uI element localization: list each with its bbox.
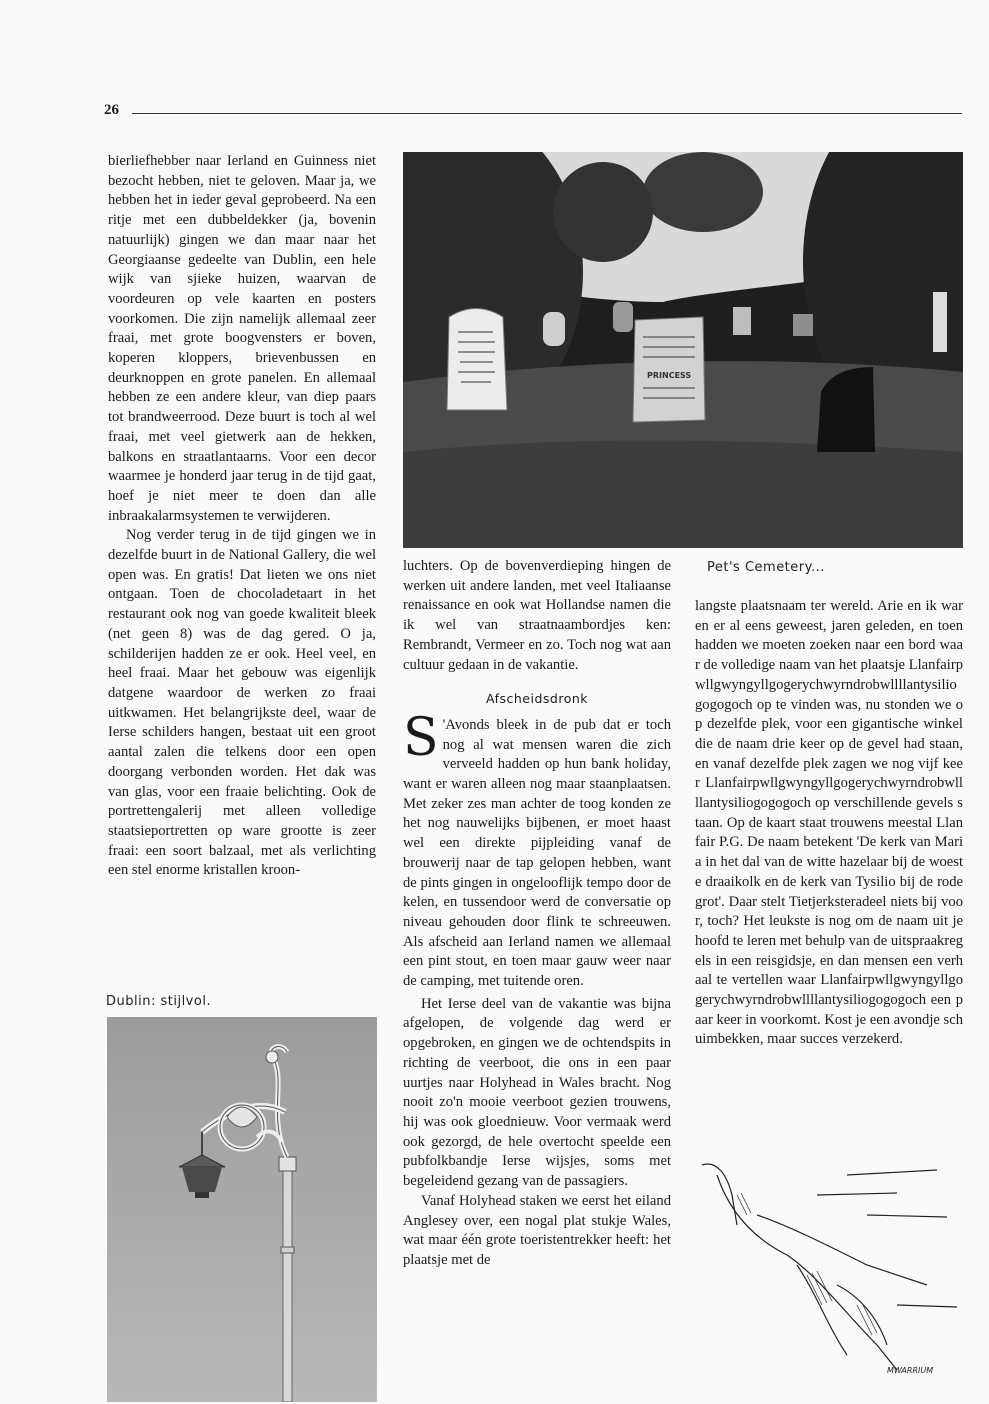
street-lamp-photo xyxy=(107,1017,377,1402)
paragraph: Nog verder terug in de tijd gingen we in dezelfde buurt in de National Gallery, die wel open was. En gratis! Dat lieten we ons niet ontgaan. Toen de chocoladetaart in het restaurant ook nog van goede kwaliteit bleek (net geen 8) was de dag gered. O ja, schilderijen hadden ze er ook. Heel veel, en heel fraai. Maar het gebouw was eigenlijk datgene waardoor de werken zo fraai uitkwamen. Het belangrijkste deel, waar de Ierse schilders hangen, bestaat uit een groot aantal zalen die telkens door een open doorgang verbonden worden. Het dak was van glas, voor een fraaie belichting. Ook de portrettengalerij met alleen volledige staatsieportretten op ware grootte is zeer fraai: een soort balzaal, met als verlichting een stel enorme kristallen kroon- xyxy=(108,527,376,879)
page-number: 26 xyxy=(104,102,119,118)
header-rule xyxy=(132,113,962,114)
text-column-3 xyxy=(695,597,963,1050)
cemetery-image xyxy=(403,152,963,548)
paragraph: luchters. Op de bovenverdieping hingen de werken uit andere landen, met veel Italiaanse renaissance en ook wat Hollandse namen die ik wel van straatnaambordjes ken: Rembrandt, Vermeer en zo. Toch nog wat aan cultuur gedaan in de vakantie. xyxy=(403,558,671,673)
cemetery-photo xyxy=(403,152,963,548)
headstone-name: PRINCESS xyxy=(647,371,692,380)
paragraph: Het Ierse deel van de vakantie was bijna afgelopen, de volgende dag werd er opgebroken, en gingen we de ochtendspits in richting de veerboot, die ons in een paar uurtjes naar Holyhead in Wales bracht. Nog nooit zo'n mooie veerboot gezien trouwens, hij was ook gloednieuw. Voor vermaak werd ook gezorgd, de hele overtocht speelde een pubfolkbandje Ierse wijsjes, soms met begeleidend gezang van de passagiers. xyxy=(403,995,671,1190)
paragraph: Vanaf Holyhead staken we eerst het eiland Anglesey over, een nogal plat stukje Wales, wat maar één grote toeristentrekker heeft: het plaatsje met de xyxy=(403,1192,671,1268)
coastline-sketch xyxy=(697,1155,963,1380)
section-heading: Afscheidsdronk xyxy=(485,691,589,707)
coastline-drawing xyxy=(697,1155,963,1380)
dublin-caption: Dublin: stijlvol. xyxy=(106,994,212,1009)
text-column-1 xyxy=(108,152,376,881)
cemetery-caption: Pet's Cemetery... xyxy=(707,560,825,575)
text-column-2 xyxy=(403,557,671,1271)
paragraph-dropcap-text: 'Avonds bleek in de pub dat er toch nog al wat mensen waren die zich verveeld hadden op hun bank holiday, want er waren alleen nog maar staanplaatsen. Met zeker zes man achter de toog konden ze het nog nauwelijks bijbenen, er moet haast wel een direkte pijpleiding vanaf de brouwerij naar de tap gelopen hebben, want de pints gingen in ongelooflijk tempo door de kelen, en tussendoor werd de conversatie op niveau gehouden door flink te schreeuwen. Als afscheid aan Ierland namen we allemaal een pint stout, en toen maar gauw weer naar de camping, met tuitende oren. xyxy=(403,716,671,990)
sketch-signature: MWARRIUM xyxy=(887,1366,934,1375)
paragraph: langste plaatsnaam ter wereld. Arie en ik waren er al eens geweest, jaren geleden, en toen hadden we moeten zoeken naar een bord waar de volledige naam van het plaatsje Llanfairpwllgwyngyllgogerychwyrndrobwllllantysiliogogogoch op te vinden was, nu stonden we op dezelfde plek, voor een gigantische winkel die de naam drie keer op de gevel had staan, en vanaf dezelfde plek zagen we nog vijf keer Llanfairpwllgwyngyllgogerychwyrndrobwllllantysiliogogogoch op verschillende gevels staan. Op de kaart staat trouwens meestal Llanfair P.G. De naam betekent 'De kerk van Maria in het dal van de witte hazelaar bij de woeste draaikolk en de kerk van Tysilio bij de rode grot'. Daar stelt Tietjerksteradeel niets bij voor, toch? Het leukste is nog om de naam uit je hoofd te leren met behulp van de uitspraakregels in een reisgidsje, en dan mensen een verhaal te vertellen waar Llanfairpwllgwyngyllgogerychwyrndrobwllllantysiliogogogoch een paar keer in voorkomt. Kost je een avondje schuimbekken, maar succes verzekerd. xyxy=(695,598,963,1048)
paragraph-dropcap xyxy=(403,707,671,992)
drop-cap: S xyxy=(403,707,439,768)
street-lamp-image xyxy=(107,1017,377,1402)
paragraph: bierliefhebber naar Ierland en Guinness niet bezocht hebben, niet te geloven. Maar ja, we hebben het in ieder geval geprobeerd. Na een ritje met een dubbeldekker (ja, bovenin natuurlijk) gingen we dan maar naar het Georgiaanse gedeelte van Dublin, een hele wijk van sjieke huizen, waarvan de voordeuren op vele kaarten en posters voorkomen. Die zijn namelijk allemaal zeer fraai, met grote boogvensters er boven, koperen kloppers, brievenbussen en deurknoppen en grote panelen. En allemaal hebben ze een andere kleur, van diep paars tot brandweerrood. Deze buurt is toch al wel fraai, met veel gietwerk aan de hekken, balkons en straatlantaarns. Voor een decor waarmee je honderd jaar terug in de tijd gaat, hoef je niet meer te doen dan alle inbraakalarmsystemen te verwijderen. xyxy=(108,153,376,524)
